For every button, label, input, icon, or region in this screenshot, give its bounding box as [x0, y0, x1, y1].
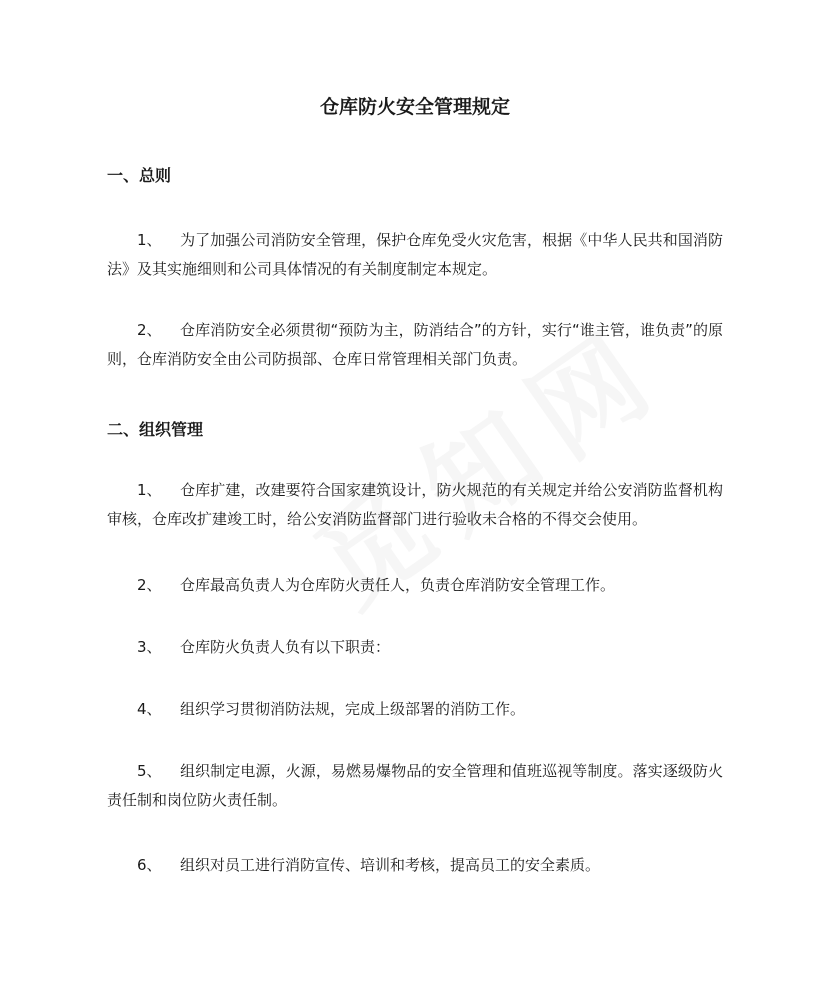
- paragraph: [107, 757, 723, 815]
- item-text: 组织学习贯彻消防法规，完成上级部署的消防工作。: [180, 700, 526, 718]
- paragraph: [107, 476, 723, 534]
- item-number: 1、: [137, 481, 162, 499]
- item-number: 4、: [137, 700, 162, 718]
- paragraph: [107, 316, 723, 374]
- item-number: 3、: [137, 638, 162, 656]
- item-number: 1、: [137, 231, 162, 249]
- section-heading-general: 一、总则: [107, 166, 172, 185]
- paragraph: [107, 695, 723, 724]
- item-text: 仓库防火负责人负有以下职责：: [180, 638, 391, 656]
- item-text: 为了加强公司消防安全管理，保护仓库免受火灾危害，根据《中华人民共和国消防法》及其实施细则和公司具体情况的有关制度制定本规定。: [107, 231, 723, 278]
- item-number: 2、: [137, 321, 162, 339]
- item-text: 组织对员工进行消防宣传、培训和考核，提高员工的安全素质。: [180, 856, 601, 874]
- paragraph: [107, 851, 723, 880]
- paragraph: [107, 633, 723, 662]
- item-number: 6、: [137, 856, 162, 874]
- item-number: 2、: [137, 576, 162, 594]
- paragraph: [107, 226, 723, 284]
- item-text: 仓库最高负责人为仓库防火责任人，负责仓库消防安全管理工作。: [180, 576, 616, 594]
- section-heading-organization: 二、组织管理: [107, 420, 204, 439]
- document-title: 仓库防火安全管理规定: [319, 96, 510, 118]
- item-text: 组织制定电源，火源，易燃易爆物品的安全管理和值班巡视等制度。落实逐级防火责任制和岗位防火责任制。: [107, 762, 723, 809]
- item-text: 仓库消防安全必须贯彻“预防为主，防消结合”的方针，实行“谁主管，谁负责”的原则，仓库消防安全由公司防损部、仓库日常管理相关部门负责。: [107, 321, 723, 368]
- paragraph: [107, 571, 723, 600]
- item-number: 5、: [137, 762, 162, 780]
- item-text: 仓库扩建，改建要符合国家建筑设计，防火规范的有关规定并给公安消防监督机构审核，仓库改扩建竣工时，给公安消防监督部门进行验收未合格的不得交会使用。: [107, 481, 723, 528]
